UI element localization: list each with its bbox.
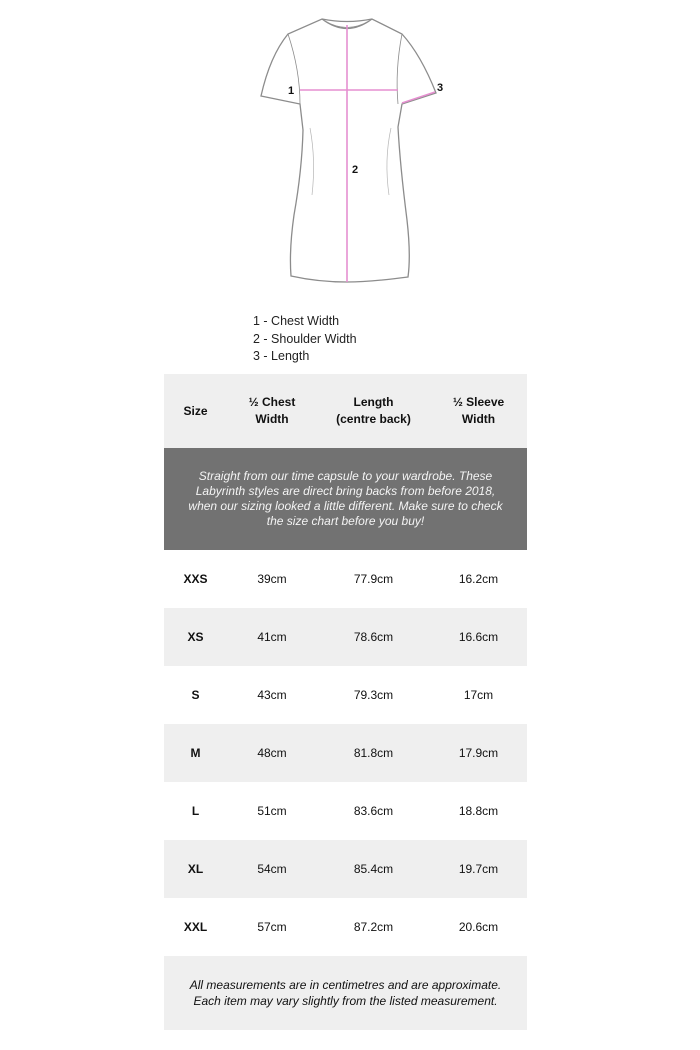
size-cell: XS (187, 630, 204, 644)
length-cell: 83.6cm (353, 804, 394, 818)
table-row (164, 724, 527, 782)
length-cell: 79.3cm (353, 688, 394, 702)
chest-cell: 41cm (257, 630, 287, 644)
sleeve-cell: 16.2cm (458, 572, 499, 586)
size-chart-table (164, 374, 527, 1030)
table-row (164, 608, 527, 666)
legend-item: 2 - Shoulder Width (253, 331, 357, 346)
table-row (164, 666, 527, 724)
size-cell: M (190, 746, 201, 760)
table-row (164, 782, 527, 840)
size-cell: S (191, 688, 200, 702)
marker-2: 2 (352, 164, 359, 176)
table-row (164, 898, 527, 956)
legend-item: 3 - Length (253, 349, 310, 363)
legend-item: 1 - Chest Width (253, 314, 340, 328)
header-chest-width: ½ Chest Width (248, 395, 296, 426)
chest-cell: 51cm (257, 804, 287, 818)
header-sleeve-width: ½ Sleeve Width (452, 395, 505, 426)
length-cell: 77.9cm (353, 572, 394, 586)
length-cell: 87.2cm (353, 920, 394, 934)
chest-cell: 48cm (257, 746, 287, 760)
sleeve-cell: 17cm (463, 688, 494, 702)
table-row (164, 550, 527, 608)
length-cell: 81.8cm (353, 746, 394, 760)
dress-outline (261, 19, 436, 282)
table-header (164, 374, 527, 448)
chest-cell: 43cm (257, 688, 287, 702)
measurement-disclaimer: All measurements are in centimetres and are approximate. Each item may vary slightly from the listed measurement. (164, 956, 527, 1030)
length-cell: 85.4cm (353, 862, 394, 876)
sleeve-cell: 20.6cm (458, 920, 499, 934)
size-cell: L (191, 804, 200, 818)
table-body (164, 550, 527, 956)
chest-cell: 54cm (257, 862, 287, 876)
measurement-legend (253, 313, 357, 366)
sleeve-cell: 18.8cm (458, 804, 499, 818)
size-cell: XXL (183, 920, 208, 934)
marker-1: 1 (288, 85, 295, 97)
dress-measurement-diagram (250, 10, 450, 300)
size-cell: XL (187, 862, 204, 876)
table-row (164, 840, 527, 898)
sleeve-cell: 16.6cm (458, 630, 499, 644)
sizing-notice: Straight from our time capsule to your wardrobe. These Labyrinth styles are direct bring backs from before 2018, when our sizing looked a little different. Make sure to check the size chart before you buy! (164, 448, 527, 550)
length-cell: 78.6cm (353, 630, 394, 644)
chest-cell: 57cm (257, 920, 287, 934)
header-length: Length (centre back) (336, 395, 411, 426)
marker-3: 3 (437, 82, 444, 94)
sleeve-cell: 17.9cm (458, 746, 499, 760)
size-cell: XXS (183, 572, 208, 586)
sleeve-cell: 19.7cm (458, 862, 499, 876)
header-size: Size (183, 403, 208, 418)
chest-cell: 39cm (257, 572, 287, 586)
